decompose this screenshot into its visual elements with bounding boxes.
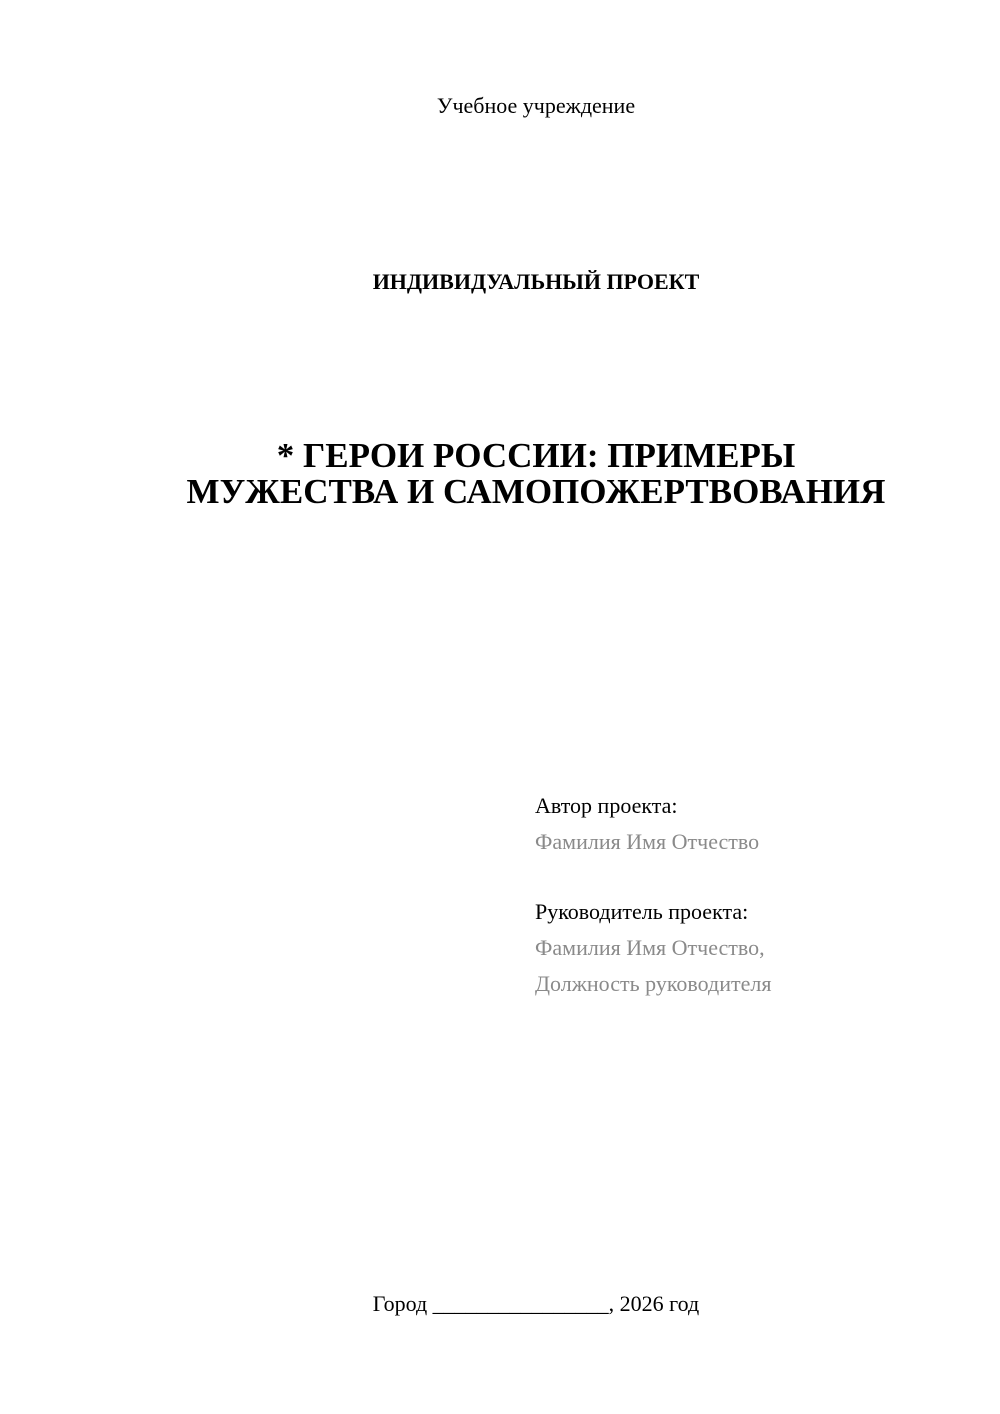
project-info-block	[535, 788, 975, 1002]
city-year-line: Город ________________, 2026 год	[372, 1291, 700, 1316]
document-type: ИНДИВИДУАЛЬНЫЙ ПРОЕКТ	[372, 269, 700, 294]
supervisor-name-placeholder: Фамилия Имя Отчество,	[535, 935, 765, 960]
project-title-line-1: * ГЕРОИ РОССИИ: ПРИМЕРЫ	[276, 436, 796, 475]
supervisor-position-placeholder: Должность руководителя	[535, 971, 772, 996]
author-label: Автор проекта:	[535, 793, 678, 818]
project-title	[0, 438, 1000, 510]
supervisor-label: Руководитель проекта:	[535, 899, 749, 924]
info-spacer	[535, 860, 975, 894]
institution-name: Учебное учреждение	[436, 93, 636, 118]
project-title-line-2: МУЖЕСТВА И САМОПОЖЕРТВОВАНИЯ	[186, 472, 886, 511]
author-name-placeholder: Фамилия Имя Отчество	[535, 829, 760, 854]
